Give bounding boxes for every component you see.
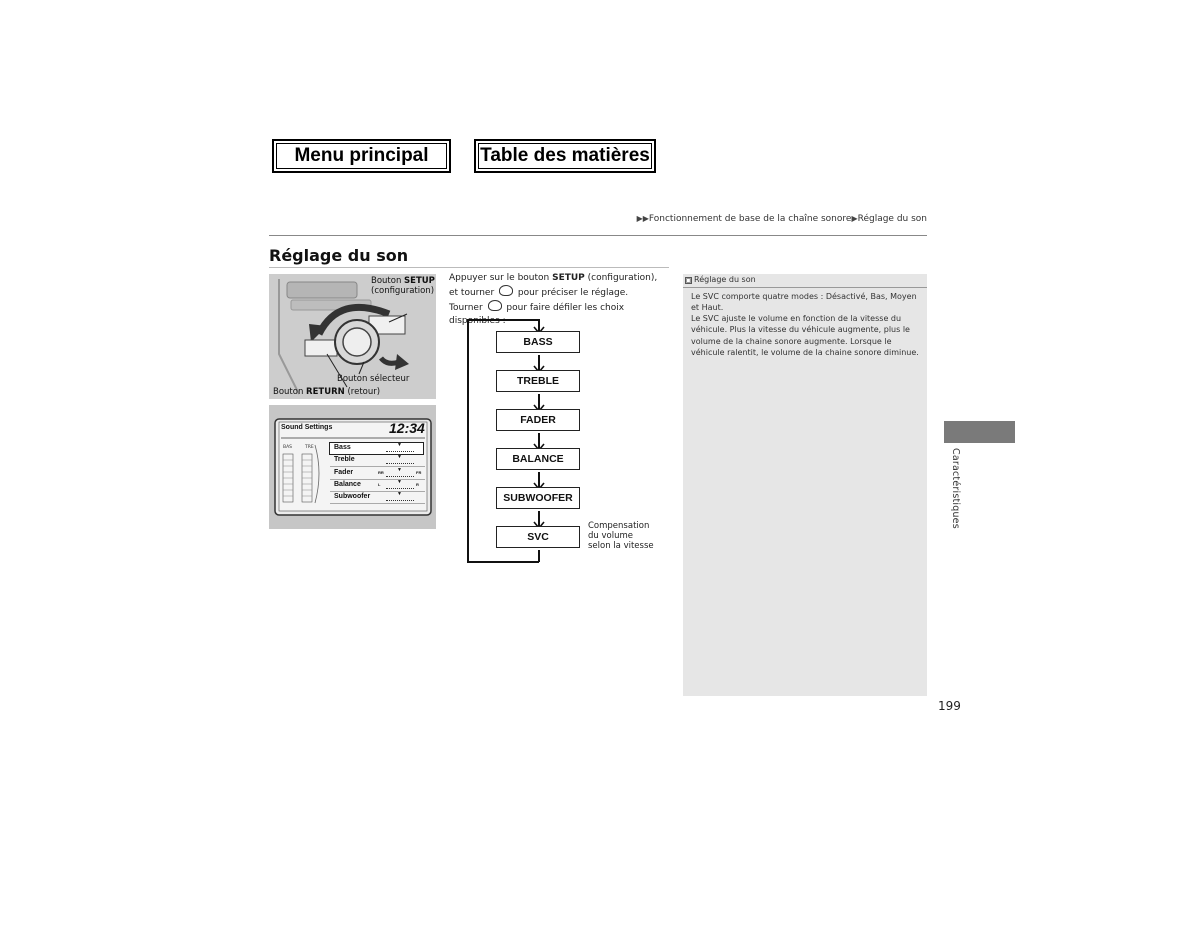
selector-knob-icon xyxy=(499,285,513,296)
sidebar-header: ▣ Réglage du son xyxy=(683,274,927,288)
breadcrumb-part-1: Fonctionnement de base de la chaîne sonore xyxy=(648,214,852,224)
flow-step-fader: FADER xyxy=(496,409,580,431)
breadcrumb-arrow-icon: ▶▶ xyxy=(636,214,649,223)
note-icon: ▣ xyxy=(685,277,692,284)
screen-row-balance xyxy=(330,480,425,492)
screen-row-marker-icon: ▼ xyxy=(397,467,402,473)
screen-row-marker-icon: ▼ xyxy=(397,491,402,497)
screen-row-treble xyxy=(330,455,425,467)
screen-row-scale xyxy=(386,485,414,489)
breadcrumb-separator-icon: ▶ xyxy=(851,214,858,223)
screen-treble-column-label: TRE xyxy=(305,445,314,450)
breadcrumb xyxy=(560,214,927,224)
screen-row-label: Treble xyxy=(334,456,355,463)
section-tab-label: Caractéristiques xyxy=(950,448,961,529)
table-of-contents-button[interactable]: Table des matières xyxy=(474,139,656,173)
screen-row-label: Fader xyxy=(334,469,354,476)
header-divider xyxy=(269,235,927,236)
screen-header: Sound Settings xyxy=(281,424,333,431)
selector-knob-icon xyxy=(488,300,502,311)
svc-description: Compensation du volume selon la vitesse xyxy=(588,521,654,551)
screen-row-label: Bass xyxy=(334,444,351,451)
setup-button-label: Bouton SETUP (configuration) xyxy=(371,276,435,296)
screen-row-marker-icon: ▼ xyxy=(397,479,402,485)
selector-knob-label: Bouton sélecteur xyxy=(337,374,410,384)
screen-scale-left-label: RR xyxy=(378,470,384,475)
screen-row-marker-icon: ▼ xyxy=(397,442,402,448)
flow-step-treble: TREBLE xyxy=(496,370,580,392)
flow-step-svc: SVC xyxy=(496,526,580,548)
flow-step-subwoofer: SUBWOOFER xyxy=(496,487,580,509)
page-title: Réglage du son xyxy=(269,246,409,265)
screen-row-label: Balance xyxy=(334,481,361,488)
screen-row-label: Subwoofer xyxy=(334,493,371,500)
main-menu-button[interactable]: Menu principal xyxy=(272,139,451,173)
screen-row-scale xyxy=(386,473,414,477)
screen-scale-right-label: FR xyxy=(416,470,422,475)
instruction-text: Appuyer sur le bouton SETUP (configuration), et tourner pour préciser le réglage. Tourner pour faire défiler les choix disponibles : xyxy=(449,273,658,326)
breadcrumb-part-2: Réglage du son xyxy=(857,214,927,224)
screen-clock: 12:34 xyxy=(389,420,425,436)
return-button-label: Bouton RETURN (retour) xyxy=(273,387,381,397)
screen-row-scale xyxy=(386,448,414,452)
screen-scale-right-label: R xyxy=(416,482,419,487)
screen-row-fader xyxy=(330,468,425,480)
screen-row-scale xyxy=(386,460,414,464)
title-divider xyxy=(269,267,669,268)
sidebar-paragraph-2: Le SVC ajuste le volume en fonction de la vitesse du véhicule. Plus la vitesse du véhicule augmente, plus le volume de la chaine sonore augmente. Lorsque le véhicule ralentit, le volume de la chaine sonore diminue. xyxy=(691,314,919,357)
screen-row-subwoofer xyxy=(330,492,425,504)
page-number: 199 xyxy=(938,699,961,713)
screen-scale-left-label: L xyxy=(378,482,381,487)
screen-row-scale xyxy=(386,497,414,501)
sidebar-paragraph-1: Le SVC comporte quatre modes : Désactivé, Bas, Moyen et Haut. xyxy=(691,292,917,313)
section-tab-marker xyxy=(944,421,1015,443)
flow-step-balance: BALANCE xyxy=(496,448,580,470)
screen-bass-column-label: BAS xyxy=(283,445,293,450)
screen-row-bass xyxy=(329,442,424,455)
screen-row-marker-icon: ▼ xyxy=(397,454,402,460)
flow-step-bass: BASS xyxy=(496,331,580,353)
